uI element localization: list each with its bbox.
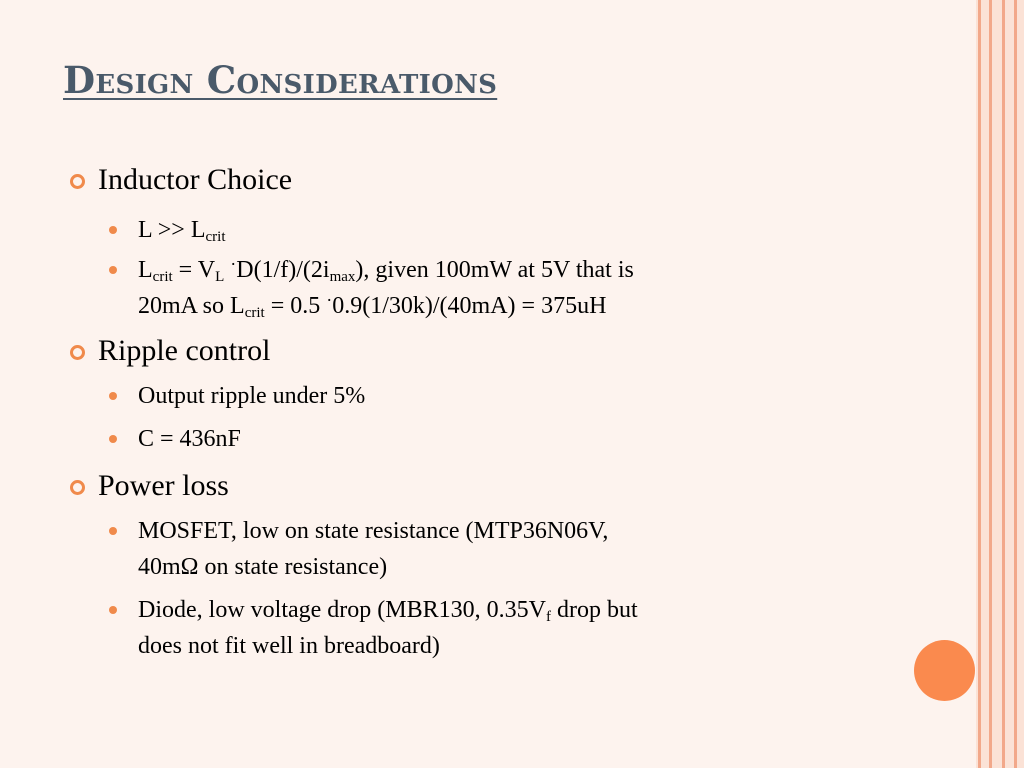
subscript: f [545, 609, 551, 625]
item-text: = 0.5 [264, 293, 327, 319]
ring-bullet-icon [70, 174, 85, 189]
border-stripe [1002, 0, 1005, 768]
sub-bullet-output-ripple [138, 378, 848, 414]
dot-bullet-icon [109, 606, 117, 614]
item-text: D(1/f)/(2i [236, 257, 330, 283]
multiply-dot: · [230, 254, 237, 274]
item-text: MOSFET, low on state resistance (MTP36N06V, [138, 518, 609, 544]
ring-bullet-icon [70, 345, 85, 360]
subscript: crit [244, 305, 265, 321]
dot-bullet-icon [109, 527, 117, 535]
item-text: 40mΩ on state resistance) [138, 554, 388, 580]
decorative-circle [914, 640, 975, 701]
section-heading: Inductor Choice [98, 163, 293, 196]
slide-title: Design Considerations [63, 58, 498, 102]
bullet-ripple-control [98, 334, 270, 368]
item-text: = V [172, 257, 216, 283]
item-text: drop but [550, 597, 638, 623]
bullet-power-loss [98, 469, 229, 503]
sub-bullet-capacitance [138, 421, 848, 457]
section-heading: Power loss [98, 469, 229, 502]
multiply-dot: · [326, 290, 333, 310]
item-text: C = 436nF [138, 426, 241, 452]
subscript: crit [205, 229, 226, 245]
border-stripe [1014, 0, 1017, 768]
item-text: ), given 100mW at 5V that is [355, 257, 634, 283]
item-text: L >> L [138, 217, 206, 243]
dot-bullet-icon [109, 266, 117, 274]
section-heading: Ripple control [98, 334, 271, 367]
sub-bullet-l-ratio [138, 212, 848, 248]
item-text: 20mA so L [138, 293, 245, 319]
item-text: Diode, low voltage drop (MBR130, 0.35V [138, 597, 546, 623]
subscript: L [215, 269, 225, 285]
sub-bullet-diode [138, 592, 848, 664]
dot-bullet-icon [109, 435, 117, 443]
border-stripe [978, 0, 981, 768]
subscript: crit [152, 269, 173, 285]
sub-bullet-mosfet [138, 513, 848, 585]
item-text: Output ripple under 5% [138, 383, 366, 409]
ring-bullet-icon [70, 480, 85, 495]
item-text: L [138, 257, 153, 283]
item-text: does not fit well in breadboard) [138, 633, 440, 659]
right-border-stripes [976, 0, 1024, 768]
dot-bullet-icon [109, 226, 117, 234]
subscript: max [329, 269, 356, 285]
bullet-inductor-choice [98, 163, 292, 197]
border-stripe [989, 0, 992, 768]
item-text: 0.9(1/30k)/(40mA) = 375uH [332, 293, 607, 319]
dot-bullet-icon [109, 392, 117, 400]
sub-bullet-l-crit-formula [138, 252, 848, 324]
